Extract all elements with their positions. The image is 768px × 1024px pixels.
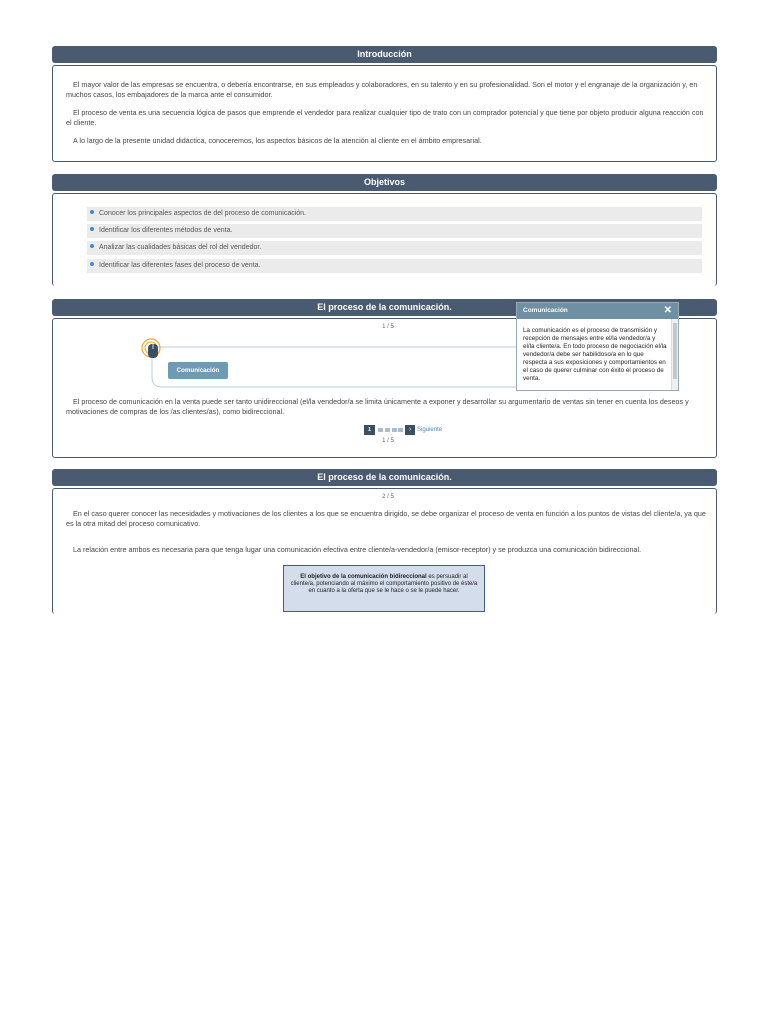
objetivos-header	[52, 174, 717, 191]
intro-paragraph-1: El mayor valor de las empresas se encuentra, o debería encontrarse, en sus empleados y colaboradores, en su talento y en su profesionalidad. Son el motor y el engranaje de la organización y, en muchos casos, los embajadores de la marca ante el consumidor.	[66, 80, 698, 99]
objective-item: Identificar las diferentes fases del proceso de venta.	[87, 259, 702, 273]
popup-header	[517, 303, 678, 319]
objective-item: Analizar las cualidades básicas del rol del vendedor.	[87, 241, 702, 255]
bullet-icon	[90, 210, 94, 214]
page-button-current[interactable]: 1	[364, 425, 375, 435]
popup-body: La comunicación es el proceso de transmisión y recepción de mensajes entre el/la vendedor/a y el/la cliente/a. En todo proceso de negociación el/la vendedor/a debe ser habilidoso/a en lo que respecta a sus exposiciones y comportamientos en el caso de querer culminar con éxito el proceso de venta.	[523, 327, 667, 382]
scroll-thumb[interactable]	[673, 323, 677, 379]
intro-paragraph-3: A lo largo de la presente unidad didáctica, conoceremos, los aspectos básicos de la atención al cliente en el ámbito empresarial.	[73, 136, 482, 145]
section1-title: El proceso de la comunicación.	[317, 302, 452, 312]
bullet-icon	[90, 227, 94, 231]
comunicacion-button[interactable]: Comunicación	[168, 362, 228, 379]
slide-counter-top: 1 / 5	[382, 324, 394, 330]
intro-title: Introducción	[357, 49, 412, 59]
callout-box	[283, 565, 485, 612]
page-dot[interactable]	[378, 428, 383, 432]
page-dot[interactable]	[398, 428, 403, 432]
comunicacion-popup	[516, 302, 679, 391]
page-dot[interactable]	[385, 428, 390, 432]
section2-paragraph-2: La relación entre ambos es necesaria para que tenga lugar una comunicación efectiva entre cliente/a-vendedor/a (emisor-receptor) y se produzca una comunicación bidireccional.	[73, 545, 642, 554]
slide-counter: 2 / 5	[382, 494, 394, 500]
section2-paragraph-1: En el caso querer conocer las necesidades y motivaciones de los clientes a los que se encuentra dirigido, se debe organizar el proceso de venta en función a los puntos de vistas del cliente/a, ya que es la otra mitad del proceso comunicativo.	[66, 509, 706, 528]
section1-paragraph: El proceso de comunicación en la venta puede ser tanto unidireccional (el/la vendedor/a se limita únicamente a exponer y desarrollar su argumentario de ventas sin tener en cuenta los deseos y motivaciones de compras de los /as clientes/as), como bidireccional.	[66, 397, 689, 416]
next-link[interactable]: Siguiente	[417, 427, 443, 433]
bullet-icon	[90, 244, 94, 248]
mouse-click-icon[interactable]	[140, 337, 164, 361]
next-arrow-icon[interactable]: ›	[405, 425, 415, 435]
section2-header	[52, 469, 717, 486]
intro-paragraph-2: El proceso de venta es una secuencia lógica de pasos que emprende el vendedor para realizar cualquier tipo de trato con un comprador potencial y que tiene por objeto producir alguna reacción con el cliente.	[66, 108, 704, 127]
bullet-icon	[90, 262, 94, 266]
objective-item: Conocer los principales aspectos de del proceso de comunicación.	[87, 207, 702, 221]
intro-header	[52, 46, 717, 63]
objective-item: Identificar los diferentes métodos de venta.	[87, 224, 702, 238]
section2-title: El proceso de la comunicación.	[317, 472, 452, 482]
popup-scrollbar[interactable]	[671, 319, 678, 390]
close-icon[interactable]: ✕	[663, 305, 672, 316]
divider	[53, 530, 716, 540]
objetivos-title: Objetivos	[363, 177, 405, 187]
callout-bold: El objetivo de la comunicación bidireccional	[300, 574, 427, 580]
callout-text: es persuadir al cliente/a, potenciando al máximo el comportamiento positivo de éste/a en cuanto a la oferta que se le hace o se le puede hacer.	[290, 574, 478, 594]
popup-title: Comunicación	[523, 307, 568, 314]
page-dot[interactable]	[392, 428, 397, 432]
slide-counter-bottom: 1 / 5	[382, 438, 394, 444]
